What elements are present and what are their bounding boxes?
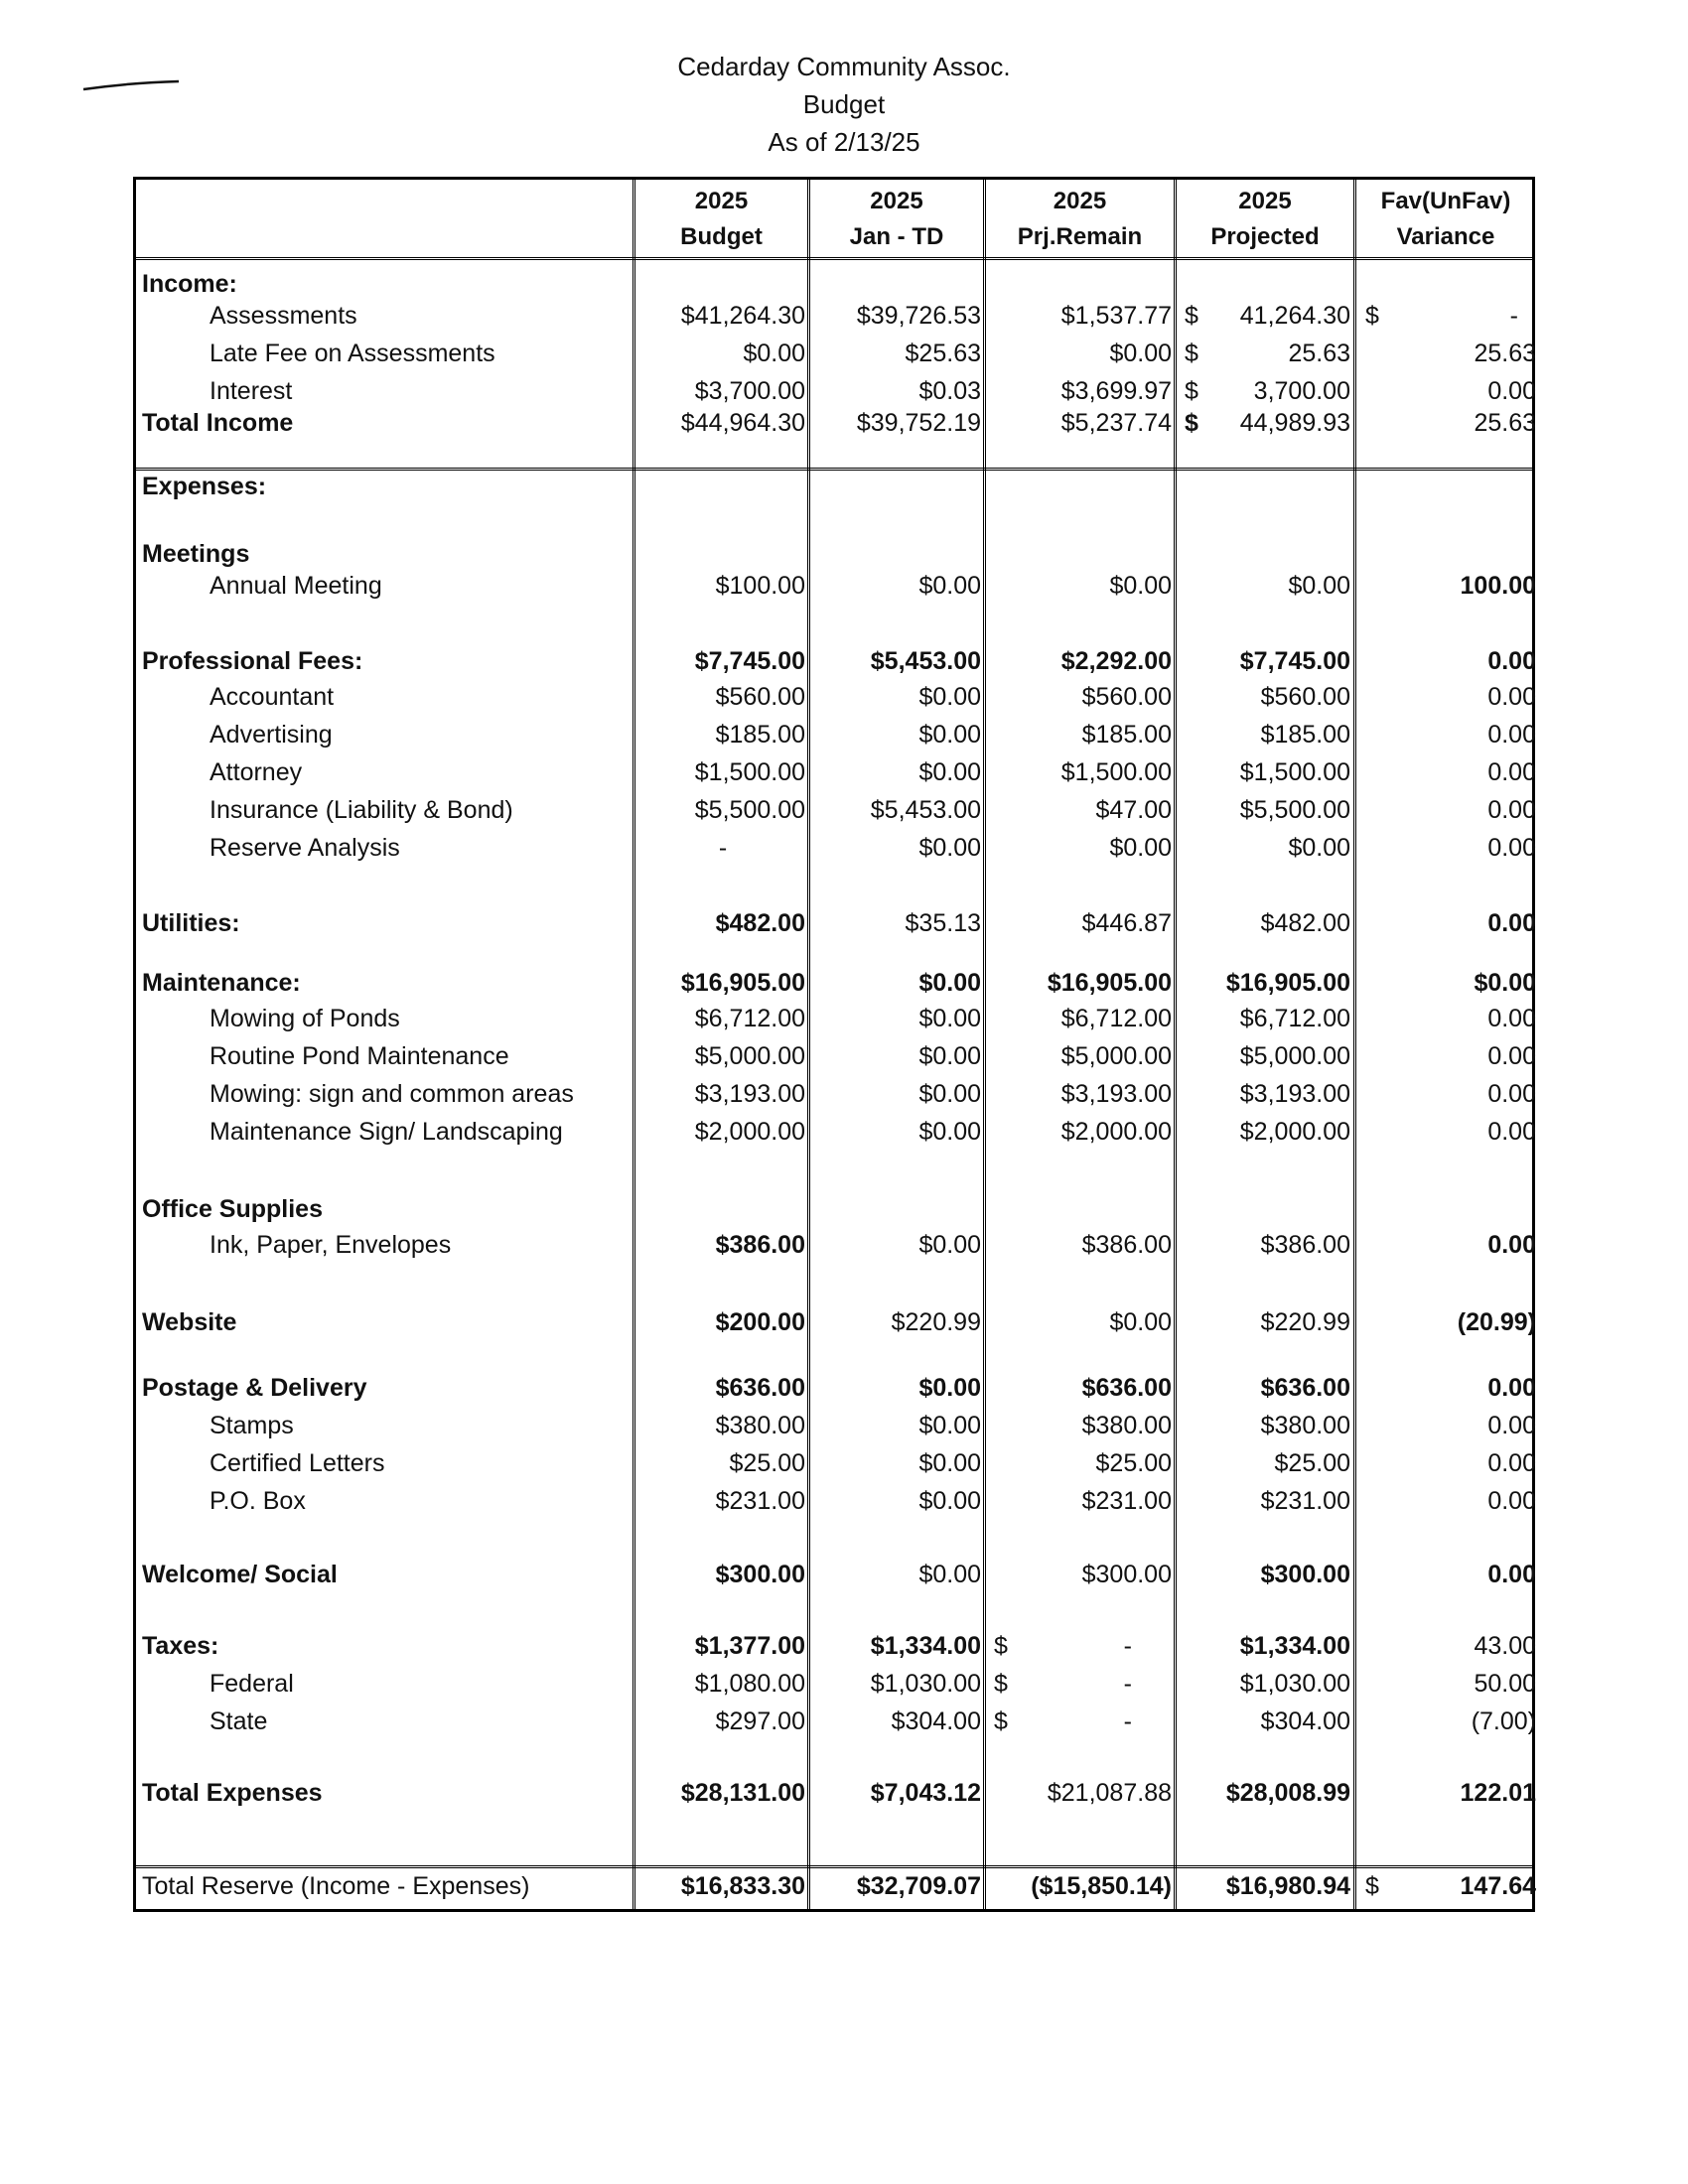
cell-budget: $3,193.00 bbox=[694, 1080, 805, 1108]
cell-budget: $41,264.30 bbox=[680, 302, 805, 330]
table-row bbox=[136, 335, 1536, 372]
cell-budget: $1,377.00 bbox=[694, 1632, 805, 1660]
cell-budget: $16,905.00 bbox=[680, 969, 805, 997]
cell-budget: - bbox=[718, 834, 728, 862]
row-label: Mowing: sign and common areas bbox=[210, 1080, 574, 1108]
cell-variance: 0.00 bbox=[1487, 1374, 1536, 1402]
row-label: Assessments bbox=[210, 302, 357, 330]
cell-budget: $5,000.00 bbox=[694, 1042, 805, 1070]
cell-budget: $16,833.30 bbox=[680, 1872, 805, 1900]
table-row bbox=[136, 964, 1536, 1002]
cell-variance: 0.00 bbox=[1487, 1042, 1536, 1070]
column-header-jan-td: 2025 Jan - TD bbox=[849, 188, 944, 250]
cell-jan-td: $304.00 bbox=[891, 1707, 981, 1735]
table-row bbox=[136, 1000, 1536, 1037]
row-label: Reserve Analysis bbox=[210, 834, 400, 862]
table-row bbox=[136, 1190, 1532, 1228]
table-row bbox=[136, 468, 1532, 505]
table-row bbox=[136, 1113, 1536, 1151]
cell-variance: 0.00 bbox=[1487, 834, 1536, 862]
cell-budget: $380.00 bbox=[715, 1412, 805, 1439]
cell-jan-td: $0.00 bbox=[918, 1487, 981, 1515]
cell-jan-td: $0.00 bbox=[918, 1118, 981, 1146]
row-label: Interest bbox=[210, 377, 293, 405]
cell-projected: $3,193.00 bbox=[1239, 1080, 1350, 1108]
cell-budget: $44,964.30 bbox=[680, 409, 805, 437]
cell-prj-remain: $300.00 bbox=[1081, 1561, 1172, 1588]
row-label: Taxes: bbox=[142, 1632, 219, 1660]
table-row bbox=[136, 1665, 1536, 1703]
column-header-budget: 2025 Budget bbox=[680, 188, 763, 250]
cell-prj-remain: - bbox=[1123, 1632, 1132, 1660]
cell-projected: $1,334.00 bbox=[1239, 1632, 1350, 1660]
row-label: Meetings bbox=[142, 540, 250, 568]
cell-variance: 147.64 bbox=[1460, 1872, 1536, 1900]
cell-budget: $6,712.00 bbox=[694, 1005, 805, 1032]
table-row bbox=[136, 567, 1536, 605]
cell-prj-remain: $380.00 bbox=[1081, 1412, 1172, 1439]
cell-budget: $5,500.00 bbox=[694, 796, 805, 824]
cell-variance: 0.00 bbox=[1487, 647, 1536, 675]
cell-jan-td: $0.03 bbox=[918, 377, 981, 405]
cell-variance: 0.00 bbox=[1487, 1487, 1536, 1515]
cell-projected: $231.00 bbox=[1260, 1487, 1350, 1515]
row-label: Professional Fees: bbox=[142, 647, 363, 675]
cell-variance: 0.00 bbox=[1487, 1080, 1536, 1108]
cell-budget: $0.00 bbox=[743, 340, 805, 367]
row-label: P.O. Box bbox=[210, 1487, 306, 1515]
cell-prj-remain: $0.00 bbox=[1109, 572, 1172, 600]
cell-budget: $28,131.00 bbox=[680, 1779, 805, 1807]
cell-jan-td: $0.00 bbox=[918, 1374, 981, 1402]
cell-projected: $28,008.99 bbox=[1225, 1779, 1350, 1807]
cell-prj-remain: $2,000.00 bbox=[1060, 1118, 1172, 1146]
cell-budget bbox=[640, 468, 805, 505]
cell-jan-td: $35.13 bbox=[905, 909, 981, 937]
table-row bbox=[136, 1369, 1536, 1407]
row-label: Attorney bbox=[210, 758, 303, 786]
as-of-date: As of 2/13/25 bbox=[768, 127, 920, 157]
table-row bbox=[136, 1627, 1536, 1665]
row-label: Expenses: bbox=[142, 473, 267, 500]
cell-projected: $5,000.00 bbox=[1239, 1042, 1350, 1070]
cell-projected bbox=[1182, 1190, 1350, 1228]
cell-projected: 41,264.30 bbox=[1239, 302, 1350, 330]
cell-projected: $185.00 bbox=[1260, 721, 1350, 749]
cell-jan-td: $0.00 bbox=[918, 758, 981, 786]
cell-budget: $636.00 bbox=[715, 1374, 805, 1402]
cell-variance: 0.00 bbox=[1487, 1118, 1536, 1146]
column-header-variance: Fav(UnFav) Variance bbox=[1380, 188, 1511, 250]
table-row bbox=[136, 1482, 1536, 1520]
row-label: Postage & Delivery bbox=[142, 1374, 367, 1402]
cell-jan-td: $0.00 bbox=[918, 1561, 981, 1588]
cell-budget: $1,080.00 bbox=[694, 1670, 805, 1698]
cell-prj-remain: $16,905.00 bbox=[1047, 969, 1172, 997]
cell-projected: $0.00 bbox=[1288, 834, 1350, 862]
cell-jan-td bbox=[814, 1190, 981, 1228]
row-label: Maintenance Sign/ Landscaping bbox=[210, 1118, 563, 1146]
cell-jan-td: $39,752.19 bbox=[856, 409, 981, 437]
cell-projected: $1,500.00 bbox=[1239, 758, 1350, 786]
row-label: Welcome/ Social bbox=[142, 1561, 338, 1588]
cell-jan-td: $0.00 bbox=[918, 1412, 981, 1439]
table-row bbox=[136, 753, 1536, 791]
cell-budget: $2,000.00 bbox=[694, 1118, 805, 1146]
cell-variance: - bbox=[1509, 302, 1518, 330]
cell-variance: 0.00 bbox=[1487, 683, 1536, 711]
dollar-sign: $ bbox=[1185, 302, 1198, 330]
cell-variance: 25.63 bbox=[1474, 340, 1536, 367]
cell-budget: $100.00 bbox=[715, 572, 805, 600]
dollar-sign: $ bbox=[994, 1632, 1008, 1660]
cell-jan-td: $25.63 bbox=[905, 340, 981, 367]
cell-budget: $482.00 bbox=[715, 909, 805, 937]
dollar-sign: $ bbox=[1185, 340, 1198, 367]
column-header-projected: 2025 Projected bbox=[1210, 188, 1320, 250]
cell-variance: 122.01 bbox=[1460, 1779, 1536, 1807]
cell-projected: 25.63 bbox=[1288, 340, 1350, 367]
cell-projected: $300.00 bbox=[1260, 1561, 1350, 1588]
org-name: Cedarday Community Assoc. bbox=[677, 52, 1011, 81]
row-label: State bbox=[210, 1707, 268, 1735]
row-label: Accountant bbox=[210, 683, 335, 711]
table-row bbox=[136, 829, 1536, 867]
cell-jan-td: $0.00 bbox=[918, 721, 981, 749]
row-label: Federal bbox=[210, 1670, 294, 1698]
cell-projected: 44,989.93 bbox=[1239, 409, 1350, 437]
cell-jan-td: $0.00 bbox=[918, 1449, 981, 1477]
cell-jan-td: $0.00 bbox=[918, 969, 981, 997]
table-row bbox=[136, 791, 1536, 829]
cell-prj-remain: $3,699.97 bbox=[1060, 377, 1172, 405]
document-title: Budget bbox=[802, 89, 886, 119]
cell-projected: $380.00 bbox=[1260, 1412, 1350, 1439]
table-row bbox=[136, 1556, 1536, 1593]
cell-budget: $1,500.00 bbox=[694, 758, 805, 786]
cell-projected bbox=[1182, 468, 1350, 505]
cell-projected: $25.00 bbox=[1274, 1449, 1350, 1477]
cell-projected: $304.00 bbox=[1260, 1707, 1350, 1735]
cell-prj-remain: $25.00 bbox=[1095, 1449, 1172, 1477]
table-row bbox=[136, 1444, 1536, 1482]
row-label: Website bbox=[142, 1308, 237, 1336]
table-row bbox=[136, 1703, 1536, 1740]
cell-jan-td: $0.00 bbox=[918, 1005, 981, 1032]
cell-projected: $5,500.00 bbox=[1239, 796, 1350, 824]
cell-jan-td: $39,726.53 bbox=[856, 302, 981, 330]
cell-projected: $16,980.94 bbox=[1225, 1872, 1350, 1900]
cell-jan-td: $0.00 bbox=[918, 1080, 981, 1108]
dollar-sign: $ bbox=[994, 1707, 1008, 1735]
cell-budget: $25.00 bbox=[729, 1449, 805, 1477]
cell-budget: $560.00 bbox=[715, 683, 805, 711]
cell-variance: (20.99) bbox=[1457, 1308, 1536, 1336]
cell-projected: $386.00 bbox=[1260, 1231, 1350, 1259]
cell-variance: 0.00 bbox=[1487, 1412, 1536, 1439]
row-label: Annual Meeting bbox=[210, 572, 382, 600]
table-row bbox=[136, 1867, 1536, 1905]
cell-prj-remain: $0.00 bbox=[1109, 834, 1172, 862]
cell-prj-remain: $0.00 bbox=[1109, 340, 1172, 367]
cell-variance: 0.00 bbox=[1487, 1449, 1536, 1477]
cell-projected: $7,745.00 bbox=[1239, 647, 1350, 675]
table-row bbox=[136, 716, 1536, 753]
cell-jan-td: $0.00 bbox=[918, 1231, 981, 1259]
cell-projected: $0.00 bbox=[1288, 572, 1350, 600]
table-row bbox=[136, 1037, 1536, 1075]
cell-projected: $2,000.00 bbox=[1239, 1118, 1350, 1146]
row-label: Income: bbox=[142, 270, 237, 298]
cell-jan-td: $7,043.12 bbox=[870, 1779, 981, 1807]
cell-variance: 0.00 bbox=[1487, 796, 1536, 824]
cell-variance: 25.63 bbox=[1474, 409, 1536, 437]
dollar-sign: $ bbox=[1185, 409, 1198, 437]
cell-prj-remain: $231.00 bbox=[1081, 1487, 1172, 1515]
cell-prj-remain: $185.00 bbox=[1081, 721, 1172, 749]
row-label: Total Reserve (Income - Expenses) bbox=[142, 1872, 530, 1900]
cell-jan-td: $0.00 bbox=[918, 572, 981, 600]
row-label: Utilities: bbox=[142, 909, 240, 937]
cell-jan-td: $32,709.07 bbox=[856, 1872, 981, 1900]
cell-jan-td bbox=[814, 468, 981, 505]
cell-budget: $300.00 bbox=[715, 1561, 805, 1588]
row-label: Maintenance: bbox=[142, 969, 301, 997]
dollar-sign: $ bbox=[994, 1670, 1008, 1698]
cell-prj-remain: $446.87 bbox=[1081, 909, 1172, 937]
row-label: Late Fee on Assessments bbox=[210, 340, 495, 367]
table-row bbox=[136, 404, 1536, 442]
cell-variance: (7.00) bbox=[1471, 1707, 1536, 1735]
cell-variance: 0.00 bbox=[1487, 1231, 1536, 1259]
cell-budget bbox=[640, 1190, 805, 1228]
cell-prj-remain: ($15,850.14) bbox=[1031, 1872, 1172, 1900]
cell-prj-remain: $2,292.00 bbox=[1060, 647, 1172, 675]
cell-budget: $297.00 bbox=[715, 1707, 805, 1735]
cell-variance bbox=[1361, 468, 1536, 505]
row-label: Certified Letters bbox=[210, 1449, 385, 1477]
row-label: Total Income bbox=[142, 409, 294, 437]
cell-projected: $1,030.00 bbox=[1239, 1670, 1350, 1698]
cell-budget: $3,700.00 bbox=[694, 377, 805, 405]
cell-variance: $0.00 bbox=[1474, 969, 1536, 997]
row-label: Routine Pond Maintenance bbox=[210, 1042, 509, 1070]
cell-variance: 0.00 bbox=[1487, 1561, 1536, 1588]
cell-jan-td: $0.00 bbox=[918, 683, 981, 711]
cell-prj-remain: $6,712.00 bbox=[1060, 1005, 1172, 1032]
cell-prj-remain: $5,237.74 bbox=[1060, 409, 1172, 437]
cell-jan-td: $220.99 bbox=[891, 1308, 981, 1336]
column-header-prj-remain: 2025 Prj.Remain bbox=[1017, 188, 1143, 250]
cell-prj-remain: $560.00 bbox=[1081, 683, 1172, 711]
table-row bbox=[136, 1407, 1536, 1444]
cell-jan-td: $5,453.00 bbox=[870, 647, 981, 675]
row-label: Office Supplies bbox=[142, 1195, 323, 1223]
cell-variance bbox=[1361, 1190, 1536, 1228]
row-label: Advertising bbox=[210, 721, 333, 749]
table-row bbox=[136, 904, 1536, 942]
table-row bbox=[136, 1075, 1536, 1113]
cell-prj-remain: $21,087.88 bbox=[1047, 1779, 1172, 1807]
row-label: Insurance (Liability & Bond) bbox=[210, 796, 513, 824]
cell-projected: $6,712.00 bbox=[1239, 1005, 1350, 1032]
cell-prj-remain: - bbox=[1123, 1707, 1132, 1735]
cell-jan-td: $0.00 bbox=[918, 834, 981, 862]
cell-variance: 50.00 bbox=[1474, 1670, 1536, 1698]
cell-prj-remain: $5,000.00 bbox=[1060, 1042, 1172, 1070]
cell-prj-remain: - bbox=[1123, 1670, 1132, 1698]
cell-prj-remain: $3,193.00 bbox=[1060, 1080, 1172, 1108]
cell-prj-remain: $47.00 bbox=[1095, 796, 1172, 824]
table-row bbox=[136, 1226, 1536, 1264]
row-label: Total Expenses bbox=[142, 1779, 323, 1807]
row-label: Stamps bbox=[210, 1412, 294, 1439]
cell-variance: 43.00 bbox=[1474, 1632, 1536, 1660]
cell-prj-remain bbox=[991, 468, 1172, 505]
cell-budget: $231.00 bbox=[715, 1487, 805, 1515]
row-label: Mowing of Ponds bbox=[210, 1005, 400, 1032]
cell-variance: 0.00 bbox=[1487, 721, 1536, 749]
cell-variance: 0.00 bbox=[1487, 909, 1536, 937]
cell-jan-td: $1,030.00 bbox=[870, 1670, 981, 1698]
table-row bbox=[136, 1303, 1536, 1341]
cell-budget: $185.00 bbox=[715, 721, 805, 749]
table-row bbox=[136, 642, 1536, 680]
cell-prj-remain: $1,500.00 bbox=[1060, 758, 1172, 786]
cell-variance: 0.00 bbox=[1487, 1005, 1536, 1032]
cell-prj-remain: $1,537.77 bbox=[1060, 302, 1172, 330]
cell-budget: $386.00 bbox=[715, 1231, 805, 1259]
cell-prj-remain: $0.00 bbox=[1109, 1308, 1172, 1336]
dollar-sign: $ bbox=[1365, 1872, 1379, 1900]
row-label: Ink, Paper, Envelopes bbox=[210, 1231, 452, 1259]
cell-budget: $200.00 bbox=[715, 1308, 805, 1336]
cell-projected: $560.00 bbox=[1260, 683, 1350, 711]
table-row bbox=[136, 297, 1532, 335]
cell-jan-td: $1,334.00 bbox=[870, 1632, 981, 1660]
cell-variance: 0.00 bbox=[1487, 377, 1536, 405]
cell-projected: $16,905.00 bbox=[1225, 969, 1350, 997]
table-row bbox=[136, 678, 1536, 716]
dollar-sign: $ bbox=[1185, 377, 1198, 405]
cell-prj-remain: $386.00 bbox=[1081, 1231, 1172, 1259]
cell-jan-td: $0.00 bbox=[918, 1042, 981, 1070]
budget-table bbox=[133, 177, 1535, 1912]
cell-variance: 100.00 bbox=[1460, 572, 1536, 600]
cell-projected: $636.00 bbox=[1260, 1374, 1350, 1402]
cell-prj-remain: $636.00 bbox=[1081, 1374, 1172, 1402]
cell-jan-td: $5,453.00 bbox=[870, 796, 981, 824]
cell-variance: 0.00 bbox=[1487, 758, 1536, 786]
cell-budget: $7,745.00 bbox=[694, 647, 805, 675]
cell-projected: $220.99 bbox=[1260, 1308, 1350, 1336]
dollar-sign: $ bbox=[1365, 302, 1379, 330]
cell-prj-remain bbox=[991, 1190, 1172, 1228]
cell-projected: 3,700.00 bbox=[1253, 377, 1350, 405]
table-row bbox=[136, 1774, 1536, 1812]
cell-projected: $482.00 bbox=[1260, 909, 1350, 937]
